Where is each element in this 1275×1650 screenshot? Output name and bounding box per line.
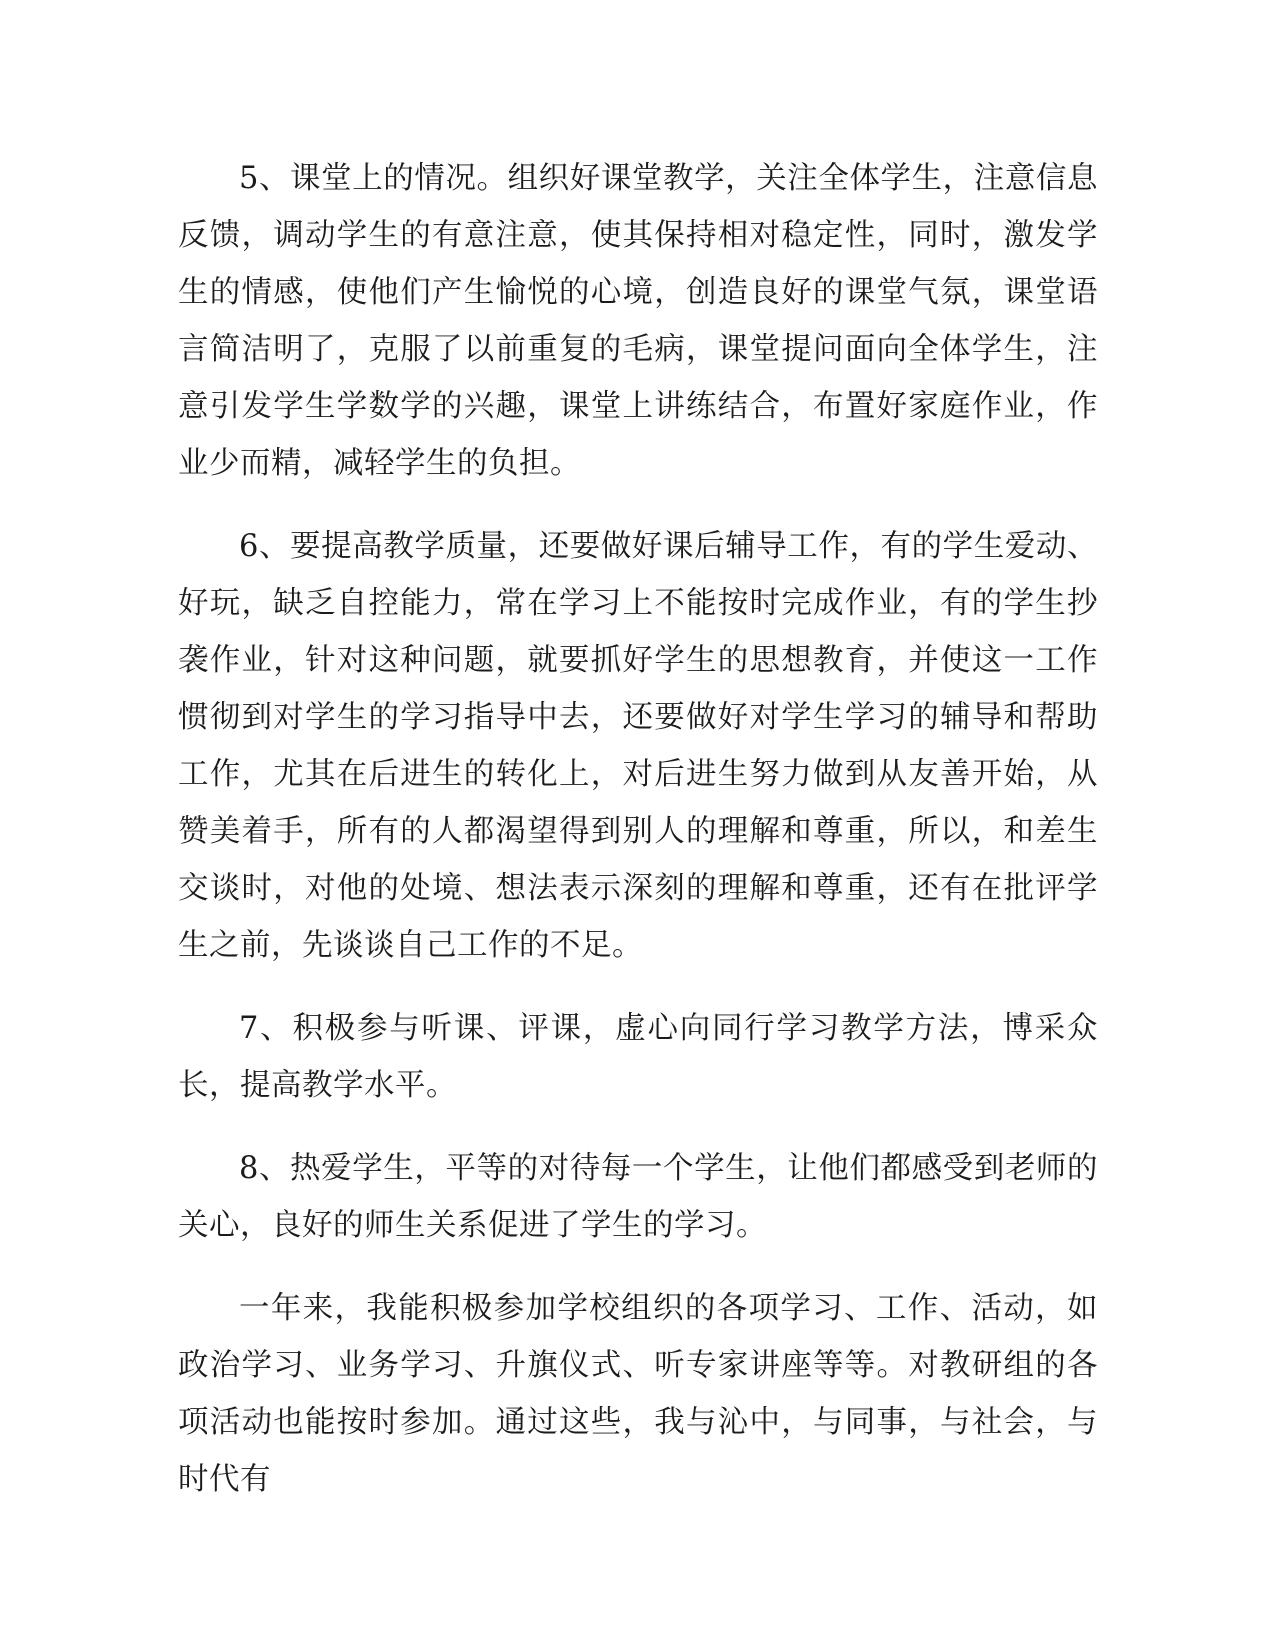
paragraph-item-7: 7、积极参与听课、评课，虚心向同行学习教学方法，博采众长，提高教学水平。 (178, 1011, 1098, 1103)
paragraph-item-6: 6、要提高教学质量，还要做好课后辅导工作，有的学生爱动、好玩，缺乏自控能力，常在学习上不能按时完成作业，有的学生抄袭作业，针对这种问题，就要抓好学生的思想教育，并使这一工作惯彻到对学生的学习指导中去，还要做好对学生学习的辅导和帮助工作，尤其在后进生的转化上，对后进生努力做到从友善开始，从赞美着手，所有的人都渴望得到别人的理解和尊重，所以，和差生交谈时，对他的处境、想法表示深刻的理解和尊重，还有在批评学生之前，先谈谈自己工作的不足。 (178, 529, 1098, 963)
paragraph-item-8: 8、热爱学生，平等的对待每一个学生，让他们都感受到老师的关心，良好的师生关系促进了学生的学习。 (178, 1151, 1098, 1243)
paragraph-item-5: 5、课堂上的情况。组织好课堂教学，关注全体学生，注意信息反馈，调动学生的有意注意，使其保持相对稳定性，同时，激发学生的情感，使他们产生愉悦的心境，创造良好的课堂气氛，课堂语言简洁明了，克服了以前重复的毛病，课堂提问面向全体学生，注意引发学生学数学的兴趣，课堂上讲练结合，布置好家庭作业，作业少而精，减轻学生的负担。 (178, 161, 1098, 481)
document-body (178, 150, 1098, 1508)
paragraph-closing: 一年来，我能积极参加学校组织的各项学习、工作、活动，如政治学习、业务学习、升旗仪式、听专家讲座等等。对教研组的各项活动也能按时参加。通过这些，我与沁中，与同事，与社会，与时代有 (178, 1291, 1098, 1497)
